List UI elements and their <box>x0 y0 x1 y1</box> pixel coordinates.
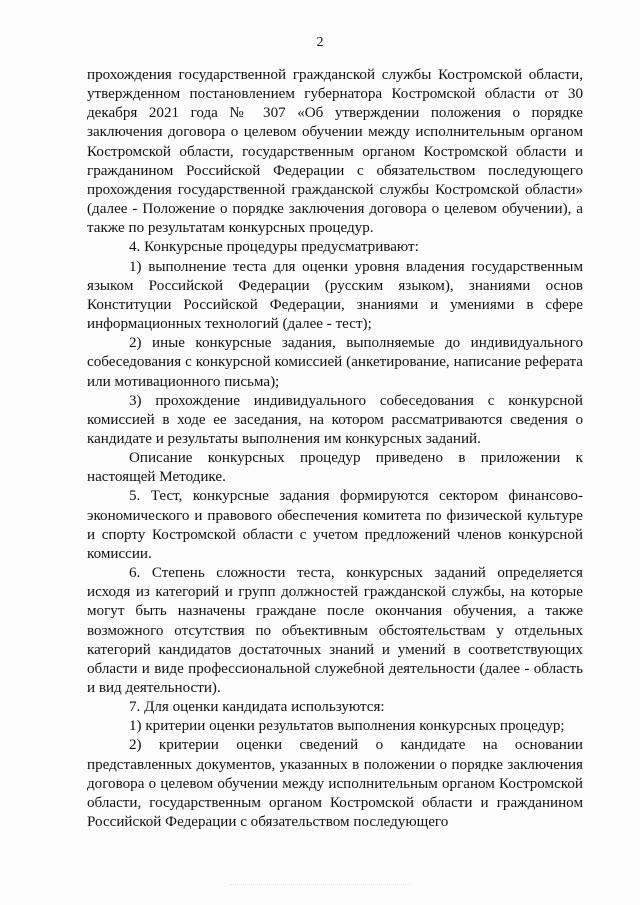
paragraph-3: 1) выполнение теста для оценки уровня владения государственным языком Российской Федерации (русским языком), знаниями основ Конституции Российской Федерации, знаниями и умениями в сфере информационных технологий (далее - тест); <box>87 258 583 333</box>
paragraph-5: 3) прохождение индивидуального собеседования с конкурсной комиссией в ходе ее заседания, на котором рассматриваются сведения о кандидате и результаты выполнения им конкурсных заданий. <box>87 392 583 447</box>
paragraph-10: 1) критерии оценки результатов выполнения конкурсных процедур; <box>129 718 565 735</box>
paragraph-7: 5. Тест, конкурсные задания формируются сектором финансово-экономического и правового обеспечения комитета по физической культуре и спорту Костромской области с учетом предложений членов конкурсной комиссии. <box>87 488 583 562</box>
paragraph-11: 2) критерии оценки сведений о кандидате на основании представленных документов, указанных в положении о порядке заключения договора о целевом обучении между исполнительным органом Костромской области, государственным органом Костромской области и гражданином Российской Федерации с обязательством последующего <box>87 737 583 831</box>
paragraph-2: 4. Конкурсные процедуры предусматривают: <box>129 239 419 256</box>
paragraph-1: прохождения государственной гражданской службы Костромской области, утвержденном постановлением губернатора Костромской области от 30 декабря 2021 года № 307 «Об утверждении положения о порядке заключения договора о целевом обучении между исполнительным органом Костромской области, государственным органом Костромской области и гражданином Российской Федерации с обязательством последующего прохождения государственной гражданской службы Костромской области» (далее - Положение о порядке заключения договора о целевом обучении), а также по результатам конкурсных процедур. <box>87 67 583 237</box>
page-number: 2 <box>316 35 324 50</box>
scan-artifact <box>230 884 410 887</box>
paragraph-6: Описание конкурсных процедур приведено в приложении к настоящей Методике. <box>87 450 583 486</box>
paragraph-8: 6. Степень сложности теста, конкурсных заданий определяется исходя из категорий и групп должностей гражданской службы, на которые могут быть назначены граждане после окончания обучения, а также возможного отсутствия по объективным обстоятельствам у отдельных категорий кандидатов достаточных знаний и умений в соответствующих области и виде профессиональной служебной деятельности (далее - область и вид деятельности). <box>87 565 583 696</box>
paragraph-9: 7. Для оценки кандидата используются: <box>129 699 385 716</box>
paragraph-4: 2) иные конкурсные задания, выполняемые до индивидуального собеседования с конкурсной комиссией (анкетирование, написание реферата или мотивационного письма); <box>87 335 583 390</box>
document-body <box>87 66 583 832</box>
